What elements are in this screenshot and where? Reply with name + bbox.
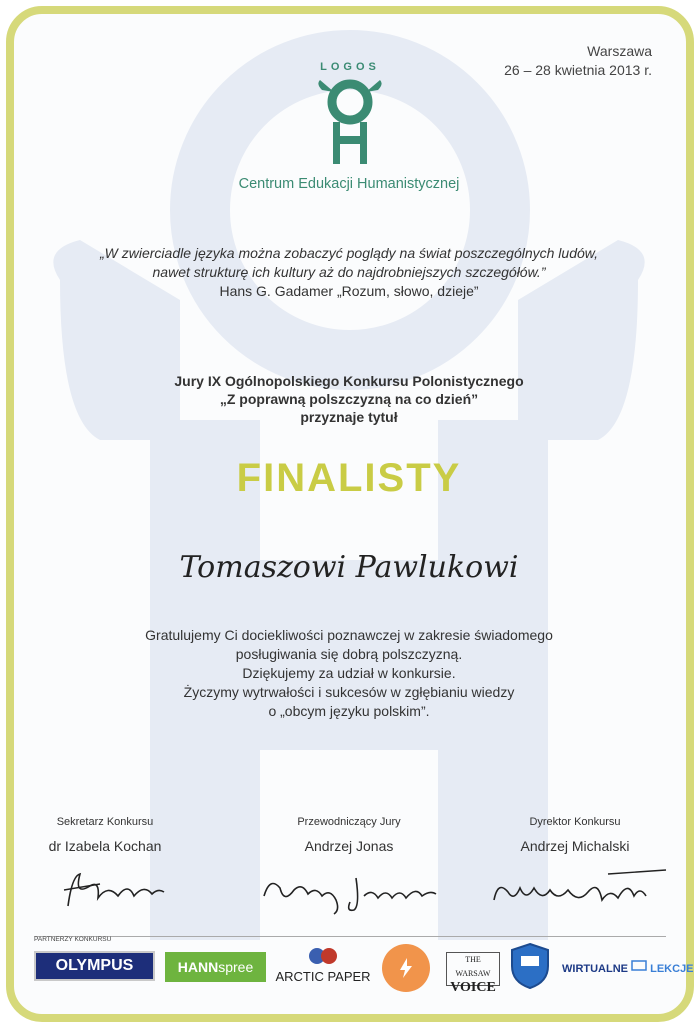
gadamer-quote bbox=[40, 244, 658, 301]
quote-attribution: Hans G. Gadamer „Rozum, słowo, dzieje” bbox=[219, 283, 479, 299]
name-jury-chair: Andrzej Jonas bbox=[304, 838, 394, 854]
organization-name: Centrum Edukacji Humanistycznej bbox=[238, 176, 460, 192]
wishes-line-2: posługiwania się dobrą polszczyzną. bbox=[235, 646, 463, 662]
arctic-paper-icon bbox=[307, 946, 339, 966]
role-director: Dyrektor Konkursu bbox=[529, 816, 621, 828]
quote-line-2: nawet strukturę ich kultury aż do najdrobniejszych szczegółów.” bbox=[152, 264, 546, 280]
wishes-line-5: o „obcym języku polskim”. bbox=[268, 703, 430, 719]
role-jury-chair: Przewodniczący Jury bbox=[297, 816, 401, 828]
recipient-name: Tomaszowi Pawlukowi bbox=[179, 550, 519, 585]
role-secretary: Sekretarz Konkursu bbox=[56, 816, 154, 828]
date: 26 – 28 kwietnia 2013 r. bbox=[504, 62, 652, 78]
wishes-line-1: Gratulujemy Ci dociekliwości poznawczej w zakresie świadomego bbox=[145, 627, 553, 643]
spree-text: spree bbox=[218, 959, 254, 975]
award-title: FINALISTY bbox=[236, 456, 462, 500]
arctic-paper-text: ARCTIC PAPER bbox=[275, 969, 371, 984]
name-secretary: dr Izabela Kochan bbox=[48, 838, 162, 854]
voice-line-2: VOICE bbox=[450, 980, 496, 995]
orange-circle-logo bbox=[382, 944, 430, 992]
wirtualne-lekcje-logo bbox=[562, 960, 694, 975]
voice-line-1: THE WARSAW bbox=[455, 955, 491, 978]
olympus-logo: OLYMPUS bbox=[34, 951, 155, 981]
monitor-icon bbox=[631, 960, 647, 972]
congratulations-text bbox=[60, 626, 638, 721]
quote-line-1: „W zwierciadle języka można zobaczyć poglądy na świat poszczególnych ludów, bbox=[99, 245, 598, 261]
virtual-text-a: WIRTUALNE bbox=[562, 963, 628, 975]
hannspree-logo bbox=[165, 952, 266, 982]
wishes-line-3: Dziękujemy za udział w konkursie. bbox=[242, 665, 456, 681]
lightning-icon bbox=[394, 956, 418, 980]
partners-label: PARTNERZY KONKURSU bbox=[34, 936, 112, 943]
warsaw-voice-logo bbox=[446, 952, 500, 995]
hann-text: HANN bbox=[177, 959, 219, 975]
partners-divider bbox=[34, 936, 666, 937]
jury-line-2: „Z poprawną polszczyzną na co dzień” bbox=[219, 391, 479, 407]
wishes-line-4: Życzymy wytrwałości i sukcesów w zgłębianiu wiedzy bbox=[183, 684, 515, 700]
jury-line-3: przyznaje tytuł bbox=[300, 409, 398, 425]
shield-logo bbox=[508, 942, 552, 990]
signature-secretary bbox=[60, 866, 170, 916]
logos-figure-icon bbox=[300, 50, 400, 170]
virtual-text-b: LEKCJE bbox=[650, 963, 694, 975]
jury-line-1: Jury IX Ogólnopolskiego Konkursu Polonistycznego bbox=[174, 373, 524, 389]
jury-statement bbox=[40, 372, 658, 426]
name-director: Andrzej Michalski bbox=[520, 838, 630, 854]
signature-director bbox=[488, 866, 670, 916]
arctic-paper-logo bbox=[270, 946, 376, 986]
signature-jury-chair bbox=[260, 866, 440, 916]
city: Warszawa bbox=[587, 43, 652, 59]
logo-wordmark: LOGOS bbox=[320, 61, 380, 73]
place-date bbox=[504, 42, 652, 80]
